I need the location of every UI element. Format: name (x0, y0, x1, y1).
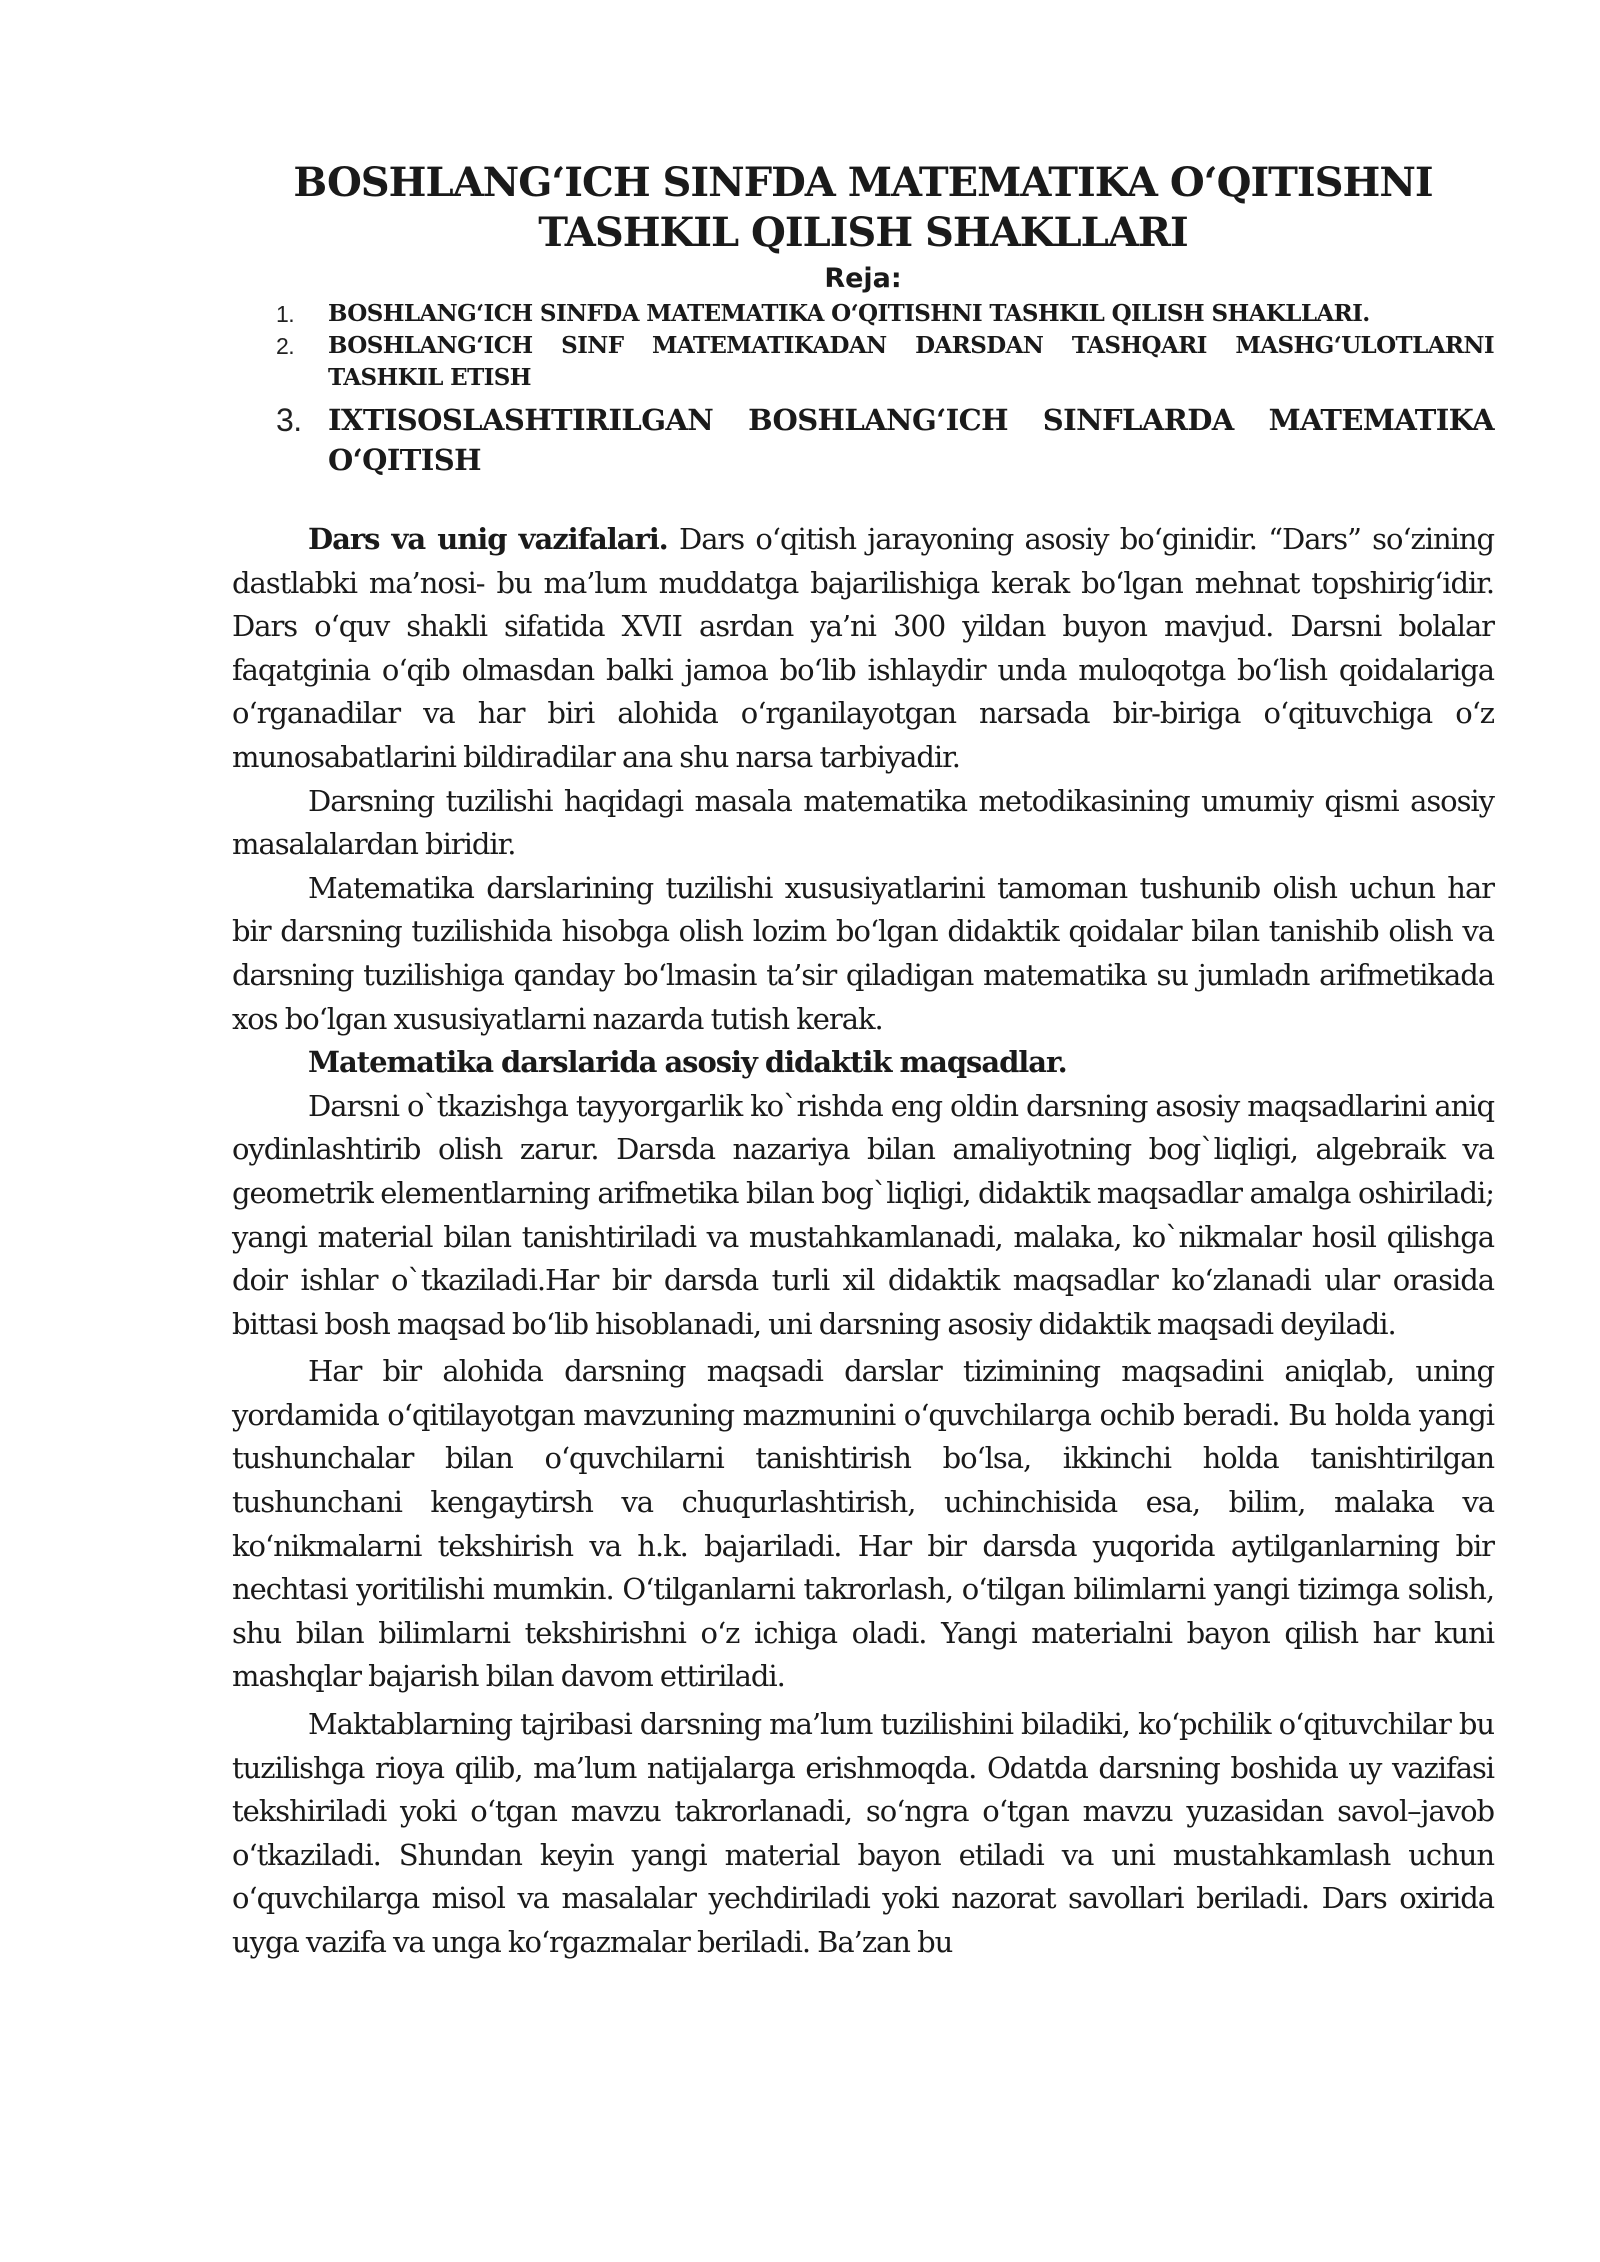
page-content (232, 158, 1494, 1965)
document-title (232, 158, 1494, 258)
section-subheading: Matematika darslarida asosiy didaktik maqsadlar. (308, 1045, 1067, 1080)
title-line-1: BOSHLANG‘ICH SINFDA MATEMATIKA O‘QITISHNI (293, 159, 1433, 206)
plan-item-number: 3. (276, 402, 302, 438)
body-text (232, 518, 1494, 1965)
paragraph-6: Maktablarning tajribasi darsning ma’lum tuzilishini biladiki, ko‘pchilik o‘qituvchilar bu tuzilishga rioya qilib, ma’lum natijalarga erishmoqda. Odatda darsning boshida uy vazifasi tekshiriladi yoki o‘tgan mavzu takrorlanadi, so‘ngra o‘tgan mavzu yuzasidan savol–javob o‘tkaziladi. Shundan keyin yangi material bayon etiladi va uni mustahkamlash uchun o‘quvchilarga misol va masalalar yechdiriladi yoki nazorat savollari beriladi. Dars oxirida uyga vazifa va unga ko‘rgazmalar beriladi. Ba’zan bu (232, 1707, 1494, 1959)
plan-item-2 (232, 330, 1494, 394)
plan-item-text: IXTISOSLASHTIRILGAN BOSHLANG‘ICH SINFLARDA MATEMATIKA O‘QITISH (328, 403, 1494, 477)
paragraph-1-text: Dars o‘qitish jarayoning asosiy bo‘ginidir. “Dars” so‘zining dastlabki ma’nosi- bu ma’lum muddatga bajarilishiga kerak bo‘lgan mehnat topshirig‘idir. Dars o‘quv shakli sifatida XVII asrdan ya’ni 300 yildan buyon mavjud. Darsni bolalar faqatginia o‘qib olmasdan balki jamoa bo‘lib ishlaydir unda muloqotga bo‘lish qoidalariga o‘rganadilar va har biri alohida o‘rganilayotgan narsada bir-biriga o‘qituvchiga o‘z munosabatlarini bildiradilar ana shu narsa tarbiyadir. (232, 522, 1494, 774)
paragraph-4: Darsni o`tkazishga tayyorgarlik ko`rishda eng oldin darsning asosiy maqsadlarini aniq oydinlashtirib olish zarur. Darsda nazariya bilan amaliyotning bog`liqligi, algebraik va geometrik elementlarning arifmetika bilan bog`liqligi, didaktik maqsadlar amalga oshiriladi; yangi material bilan tanishtiriladi va mustahkamlanadi, malaka, ko`nikmalar hosil qilishga doir ishlar o`tkaziladi.Har bir darsda turli xil didaktik maqsadlar ko‘zlanadi ular orasida bittasi bosh maqsad bo‘lib hisoblanadi, uni darsning asosiy didaktik maqsadi deyiladi. (232, 1088, 1494, 1341)
title-line-2: TASHKIL QILISH SHAKLLARI (538, 209, 1188, 256)
plan-item-3 (232, 400, 1494, 480)
paragraph-2: Darsning tuzilishi haqidagi masala matematika metodikasining umumiy qismi asosiy masalalardan biridir. (232, 783, 1494, 862)
paragraph-lead-heading: Dars va unig vazifalari. (308, 522, 668, 556)
plan-label: Reja: (824, 263, 902, 294)
plan-item-text: BOSHLANG‘ICH SINF MATEMATIKADAN DARSDAN TASHQARI MASHG‘ULOTLARNI TASHKIL ETISH (328, 332, 1494, 391)
paragraph-1 (232, 518, 1494, 780)
paragraph-5: Har bir alohida darsning maqsadi darslar tizimining maqsadini aniqlab, uning yordamida o‘qitilayotgan mavzuning mazmunini o‘quvchilarga ochib beradi. Bu holda yangi tushunchalar bilan o‘quvchilarni tanishtirish bo‘lsa, ikkinchi holda tanishtirilgan tushunchani kengaytirsh va chuqurlashtirish, uchinchisida esa, bilim, malaka va ko‘nikmalarni tekshirish va h.k. bajariladi. Har bir darsda yuqorida aytilganlarning bir nechtasi yoritilishi mumkin. O‘tilganlarni takrorlash, o‘tilgan bilimlarni yangi tizimga solish, shu bilan bilimlarni tekshirishni o‘z ichiga oladi. Yangi materialni bayon qilish har kuni mashqlar bajarish bilan davom ettiriladi. (232, 1354, 1494, 1694)
plan-item-number: 1. (276, 301, 294, 327)
plan-item-1 (232, 298, 1494, 330)
paragraph-3: Matematika darslarining tuzilishi xususiyatlarini tamoman tushunib olish uchun har bir darsning tuzilishida hisobga olish lozim bo‘lgan didaktik qoidalar bilan tanishib olish va darsning tuzilishiga qanday bo‘lmasin ta’sir qiladigan matematika su jumladn arifmetikada xos bo‘lgan xususiyatlarni nazarda tutish kerak. (232, 870, 1494, 1036)
plan-item-number: 2. (276, 333, 294, 359)
plan-item-text: BOSHLANG‘ICH SINFDA MATEMATIKA O‘QITISHNI TASHKIL QILISH SHAKLLARI. (328, 300, 1370, 327)
plan-list (232, 298, 1494, 480)
